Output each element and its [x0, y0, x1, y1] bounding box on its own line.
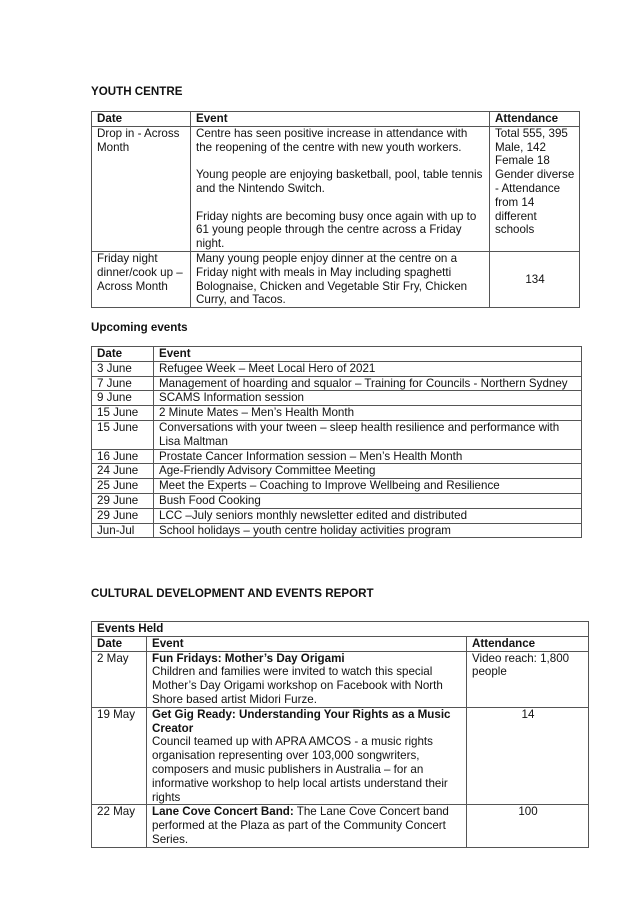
row-event — [191, 126, 490, 251]
row-date: 15 June — [92, 420, 154, 449]
upcoming-events-table — [91, 346, 582, 538]
row-date: Friday night dinner/cook up – Across Month — [92, 251, 191, 307]
column-header-event: Event — [154, 347, 582, 362]
row-date: 3 June — [92, 361, 154, 376]
table-row — [92, 479, 582, 494]
row-event: School holidays – youth centre holiday activities program — [154, 523, 582, 538]
row-date: 16 June — [92, 449, 154, 464]
row-event: Refugee Week – Meet Local Hero of 2021 — [154, 361, 582, 376]
table-row — [92, 361, 582, 376]
table-row — [92, 376, 582, 391]
row-date: 15 June — [92, 406, 154, 421]
table-row — [92, 449, 582, 464]
row-date: Jun-Jul — [92, 523, 154, 538]
table-row — [92, 251, 580, 307]
table-header-row — [92, 112, 580, 127]
row-event: Bush Food Cooking — [154, 493, 582, 508]
table-header-row — [92, 636, 589, 651]
table-header-row — [92, 347, 582, 362]
row-date: 9 June — [92, 391, 154, 406]
row-date: 24 June — [92, 464, 154, 479]
row-date: Drop in - Across Month — [92, 126, 191, 251]
row-event: 2 Minute Mates – Men’s Health Month — [154, 406, 582, 421]
row-event — [147, 651, 467, 707]
column-header-attendance: Attendance — [467, 636, 589, 651]
row-event: Prostate Cancer Information session – Men’s Health Month — [154, 449, 582, 464]
event-paragraph: Young people are enjoying basketball, pool, table tennis and the Nintendo Switch. — [196, 168, 483, 195]
row-event: Meet the Experts – Coaching to Improve Wellbeing and Resilience — [154, 479, 582, 494]
youth-centre-heading: YOUTH CENTRE — [91, 85, 183, 98]
table-row — [92, 126, 580, 251]
row-event — [147, 805, 467, 847]
row-date: 19 May — [92, 707, 147, 805]
table-row — [92, 805, 589, 847]
row-event: LCC –July seniors monthly newsletter edited and distributed — [154, 508, 582, 523]
row-attendance: Video reach: 1,800 people — [467, 651, 589, 707]
row-date: 22 May — [92, 805, 147, 847]
event-paragraph: Friday nights are becoming busy once again with up to 61 young people through the centre across a Friday night. — [196, 209, 477, 251]
table-row — [92, 464, 582, 479]
event-description: The Lane Cove Concert band performed at the Plaza as part of the Community Concert Series. — [152, 805, 449, 846]
event-title: Lane Cove Concert Band: — [152, 805, 294, 819]
row-date: 29 June — [92, 493, 154, 508]
row-event — [147, 707, 467, 805]
column-header-date: Date — [92, 347, 154, 362]
row-date: 7 June — [92, 376, 154, 391]
row-event: Many young people enjoy dinner at the centre on a Friday night with meals in May including spaghetti Bolognaise, Chicken and Vegetable Stir Fry, Chicken Curry, and Tacos. — [191, 251, 490, 307]
row-date: 29 June — [92, 508, 154, 523]
table-row — [92, 406, 582, 421]
row-attendance: 14 — [467, 707, 589, 805]
events-held-table — [91, 621, 589, 848]
event-description: Council teamed up with APRA AMCOS - a music rights organisation representing over 103,000 songwriters, composers and music publishers in Australia – for an informative workshop to help local artists understand their rights — [152, 735, 448, 804]
column-header-attendance: Attendance — [490, 112, 580, 127]
youth-centre-table — [91, 111, 580, 308]
row-event: Conversations with your tween – sleep health resilience and performance with Lisa Maltman — [154, 420, 582, 449]
event-title: Get Gig Ready: Understanding Your Rights as a Music Creator — [152, 707, 451, 735]
events-held-title: Events Held — [92, 622, 589, 637]
table-row — [92, 651, 589, 707]
row-date: 25 June — [92, 479, 154, 494]
row-date: 2 May — [92, 651, 147, 707]
cultural-heading: CULTURAL DEVELOPMENT AND EVENTS REPORT — [91, 587, 374, 600]
row-event: SCAMS Information session — [154, 391, 582, 406]
table-row — [92, 707, 589, 805]
column-header-date: Date — [92, 112, 191, 127]
event-paragraph: Centre has seen positive increase in attendance with the reopening of the centre with new youth workers. — [196, 126, 468, 154]
row-event: Management of hoarding and squalor – Training for Councils - Northern Sydney — [154, 376, 582, 391]
table-row — [92, 391, 582, 406]
upcoming-events-heading: Upcoming events — [91, 321, 188, 334]
table-row — [92, 523, 582, 538]
row-attendance: 134 — [490, 251, 580, 307]
event-title: Fun Fridays: Mother’s Day Origami — [152, 651, 345, 665]
row-attendance: Total 555, 395 Male, 142 Female 18 Gender diverse - Attendance from 14 different schools — [490, 126, 580, 251]
row-attendance: 100 — [467, 805, 589, 847]
column-header-event: Event — [191, 112, 490, 127]
column-header-event: Event — [147, 636, 467, 651]
column-header-date: Date — [92, 636, 147, 651]
table-row — [92, 420, 582, 449]
event-description: Children and families were invited to watch this special Mother’s Day Origami workshop on Facebook with North Shore based artist Midori Furze. — [152, 665, 443, 706]
row-event: Age-Friendly Advisory Committee Meeting — [154, 464, 582, 479]
table-title-row — [92, 622, 589, 637]
table-row — [92, 493, 582, 508]
table-row — [92, 508, 582, 523]
